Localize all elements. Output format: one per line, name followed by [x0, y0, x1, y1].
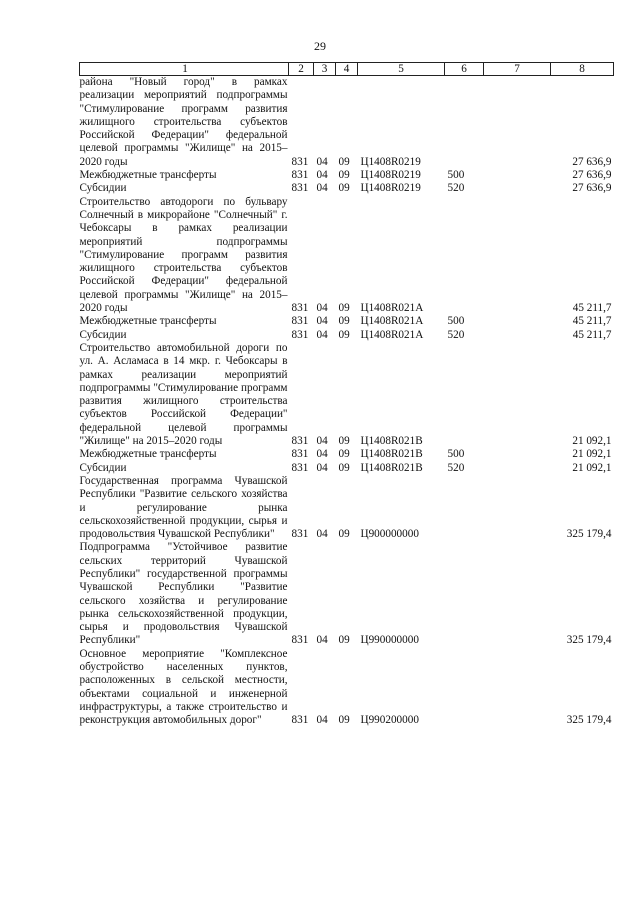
row-amount: 325 179,4 — [566, 528, 612, 541]
row-description: Субсидии — [79, 182, 127, 195]
row-target-article: Ц990200000 — [360, 714, 419, 727]
row-expense-type: 500 — [447, 315, 465, 328]
row-target-article: Ц1408R0219 — [360, 169, 421, 182]
row-ministry-code: 831 — [291, 302, 309, 315]
row-expense-type — [445, 541, 484, 647]
row-subsection-code: 09 — [338, 169, 350, 182]
row-ministry-code: 831 — [291, 448, 309, 461]
row-ministry-code: 831 — [291, 182, 309, 195]
row-column-7 — [484, 182, 551, 195]
row-amount: 27 636,9 — [572, 169, 612, 182]
row-amount: 27 636,9 — [572, 155, 612, 168]
row-description: Подпрограмма "Устойчивое развитие сельских территорий Чувашской Республики" государственной программы Чувашской Республики "Развитие сельского хозяйства и регулирование рынка сельскохозяйственной продукции, сырья и продовольствия Чувашской Республики" — [79, 541, 288, 647]
row-column-7 — [484, 541, 551, 647]
row-subsection-code: 09 — [338, 302, 350, 315]
row-amount: 21 092,1 — [572, 435, 612, 448]
row-ministry-code: 831 — [291, 155, 309, 168]
row-column-7 — [484, 169, 551, 182]
row-section-code: 04 — [316, 315, 328, 328]
row-subsection-code: 09 — [338, 528, 350, 541]
row-target-article: Ц1408R021А — [360, 328, 424, 341]
row-section-code: 04 — [316, 435, 328, 448]
row-target-article: Ц1408R021А — [360, 302, 424, 315]
row-column-7 — [484, 448, 551, 461]
row-expense-type — [445, 342, 484, 448]
row-section-code: 04 — [316, 302, 328, 315]
row-subsection-code: 09 — [338, 315, 350, 328]
row-amount: 45 211,7 — [572, 315, 612, 328]
row-target-article: Ц1408R0219 — [360, 155, 421, 168]
row-target-article: Ц1408R021В — [360, 461, 423, 474]
column-header-7: 7 — [484, 63, 551, 76]
row-section-code: 04 — [316, 328, 328, 341]
column-header-5: 5 — [358, 63, 445, 76]
row-ministry-code: 831 — [291, 714, 309, 727]
row-amount: 21 092,1 — [572, 448, 612, 461]
row-target-article: Ц1408R021В — [360, 448, 423, 461]
column-header-6: 6 — [445, 63, 484, 76]
row-ministry-code: 831 — [291, 461, 309, 474]
row-subsection-code: 09 — [338, 435, 350, 448]
column-header-4: 4 — [336, 63, 358, 76]
table-row — [80, 462, 614, 475]
table-row — [80, 541, 614, 647]
row-subsection-code: 09 — [338, 155, 350, 168]
row-section-code: 04 — [316, 169, 328, 182]
row-target-article: Ц1408R021А — [360, 315, 424, 328]
row-target-article: Ц1408R0219 — [360, 182, 421, 195]
row-column-7 — [484, 329, 551, 342]
column-header-1: 1 — [80, 63, 289, 76]
row-ministry-code: 831 — [291, 435, 309, 448]
row-subsection-code: 09 — [338, 182, 350, 195]
row-subsection-code: 09 — [338, 461, 350, 474]
row-amount: 45 211,7 — [572, 302, 612, 315]
row-section-code: 04 — [316, 155, 328, 168]
table-row — [80, 648, 614, 728]
row-description: Межбюджетные трансферты — [79, 169, 217, 182]
table-row — [80, 448, 614, 461]
row-expense-type: 500 — [447, 169, 465, 182]
table-row — [80, 342, 614, 448]
page-number: 29 — [314, 39, 326, 53]
row-description: Строительство автомобильной дороги по ул. А. Асламаса в 14 мкр. г. Чебоксары в рамках реализации мероприятий подпрограммы "Стимулирование программ развития жилищного строительства субъектов Российской Федерации" федеральной целевой программы "Жилище" на 2015–2020 годы — [79, 341, 288, 448]
table-header — [80, 63, 614, 76]
row-column-7 — [484, 196, 551, 316]
row-ministry-code: 831 — [291, 528, 309, 541]
row-amount: 45 211,7 — [572, 328, 612, 341]
row-expense-type — [445, 648, 484, 728]
row-expense-type: 500 — [447, 448, 465, 461]
table-row — [80, 169, 614, 182]
table-row — [80, 76, 614, 170]
budget-table — [79, 62, 614, 728]
row-description: районa "Новый город" в рамках реализации мероприятий подпрограммы "Стимулирование программ развития жилищного строительства субъектов Российской Федерации" федеральной целевой программы "Жилище" на 2015–2020 годы — [79, 76, 288, 168]
row-subsection-code: 09 — [338, 448, 350, 461]
column-header-2: 2 — [289, 63, 314, 76]
table-row — [80, 196, 614, 316]
row-amount: 21 092,1 — [572, 461, 612, 474]
row-target-article: Ц900000000 — [360, 528, 419, 541]
row-target-article: Ц1408R021В — [360, 435, 423, 448]
row-column-7 — [484, 342, 551, 448]
row-ministry-code: 831 — [291, 169, 309, 182]
header-row — [80, 63, 614, 76]
row-expense-type: 520 — [447, 461, 465, 474]
row-column-7 — [484, 475, 551, 541]
row-description: Субсидии — [79, 461, 127, 474]
row-amount: 27 636,9 — [572, 182, 612, 195]
row-target-article: Ц990000000 — [360, 634, 419, 647]
row-ministry-code: 831 — [291, 315, 309, 328]
row-description: Межбюджетные трансферты — [79, 315, 217, 328]
row-section-code: 04 — [316, 182, 328, 195]
row-subsection-code: 09 — [338, 328, 350, 341]
row-description: Строительство автодороги по бульвару Солнечный в микрорайоне "Солнечный" г. Чебоксары в рамках реализации мероприятий подпрограммы "Стимулирование программ развития жилищного строительства субъектов Российской Федерации" федеральной целевой программы "Жилище" на 2015–2020 годы — [79, 195, 288, 315]
row-description: Субсидии — [79, 328, 127, 341]
row-expense-type — [445, 76, 484, 170]
row-column-7 — [484, 315, 551, 328]
row-section-code: 04 — [316, 634, 328, 647]
table-row — [80, 315, 614, 328]
row-section-code: 04 — [316, 448, 328, 461]
row-column-7 — [484, 648, 551, 728]
row-ministry-code: 831 — [291, 328, 309, 341]
row-description: Межбюджетные трансферты — [79, 448, 217, 461]
column-header-3: 3 — [314, 63, 336, 76]
table-row — [80, 329, 614, 342]
table-row — [80, 475, 614, 541]
row-column-7 — [484, 462, 551, 475]
row-expense-type — [445, 475, 484, 541]
row-section-code: 04 — [316, 714, 328, 727]
row-column-7 — [484, 76, 551, 170]
row-expense-type: 520 — [447, 328, 465, 341]
row-amount: 325 179,4 — [566, 634, 612, 647]
row-ministry-code: 831 — [291, 634, 309, 647]
row-expense-type: 520 — [447, 182, 465, 195]
row-description: Государственная программа Чувашской Республики "Развитие сельского хозяйства и регулирование рынка сельскохозяйственной продукции, сырья и продовольствия Чувашской Республики" — [79, 474, 288, 541]
row-description: Основное мероприятие "Комплексное обустройство населенных пунктов, расположенных в сельской местности, объектами социальной и инженерной инфраструктуры, а также строительство и реконструкция автомобильных дорог" — [79, 647, 288, 727]
table-row — [80, 182, 614, 195]
column-header-8: 8 — [551, 63, 614, 76]
row-subsection-code: 09 — [338, 634, 350, 647]
row-expense-type — [445, 196, 484, 316]
row-subsection-code: 09 — [338, 714, 350, 727]
row-section-code: 04 — [316, 461, 328, 474]
table-body — [80, 76, 614, 728]
row-amount: 325 179,4 — [566, 714, 612, 727]
row-section-code: 04 — [316, 528, 328, 541]
